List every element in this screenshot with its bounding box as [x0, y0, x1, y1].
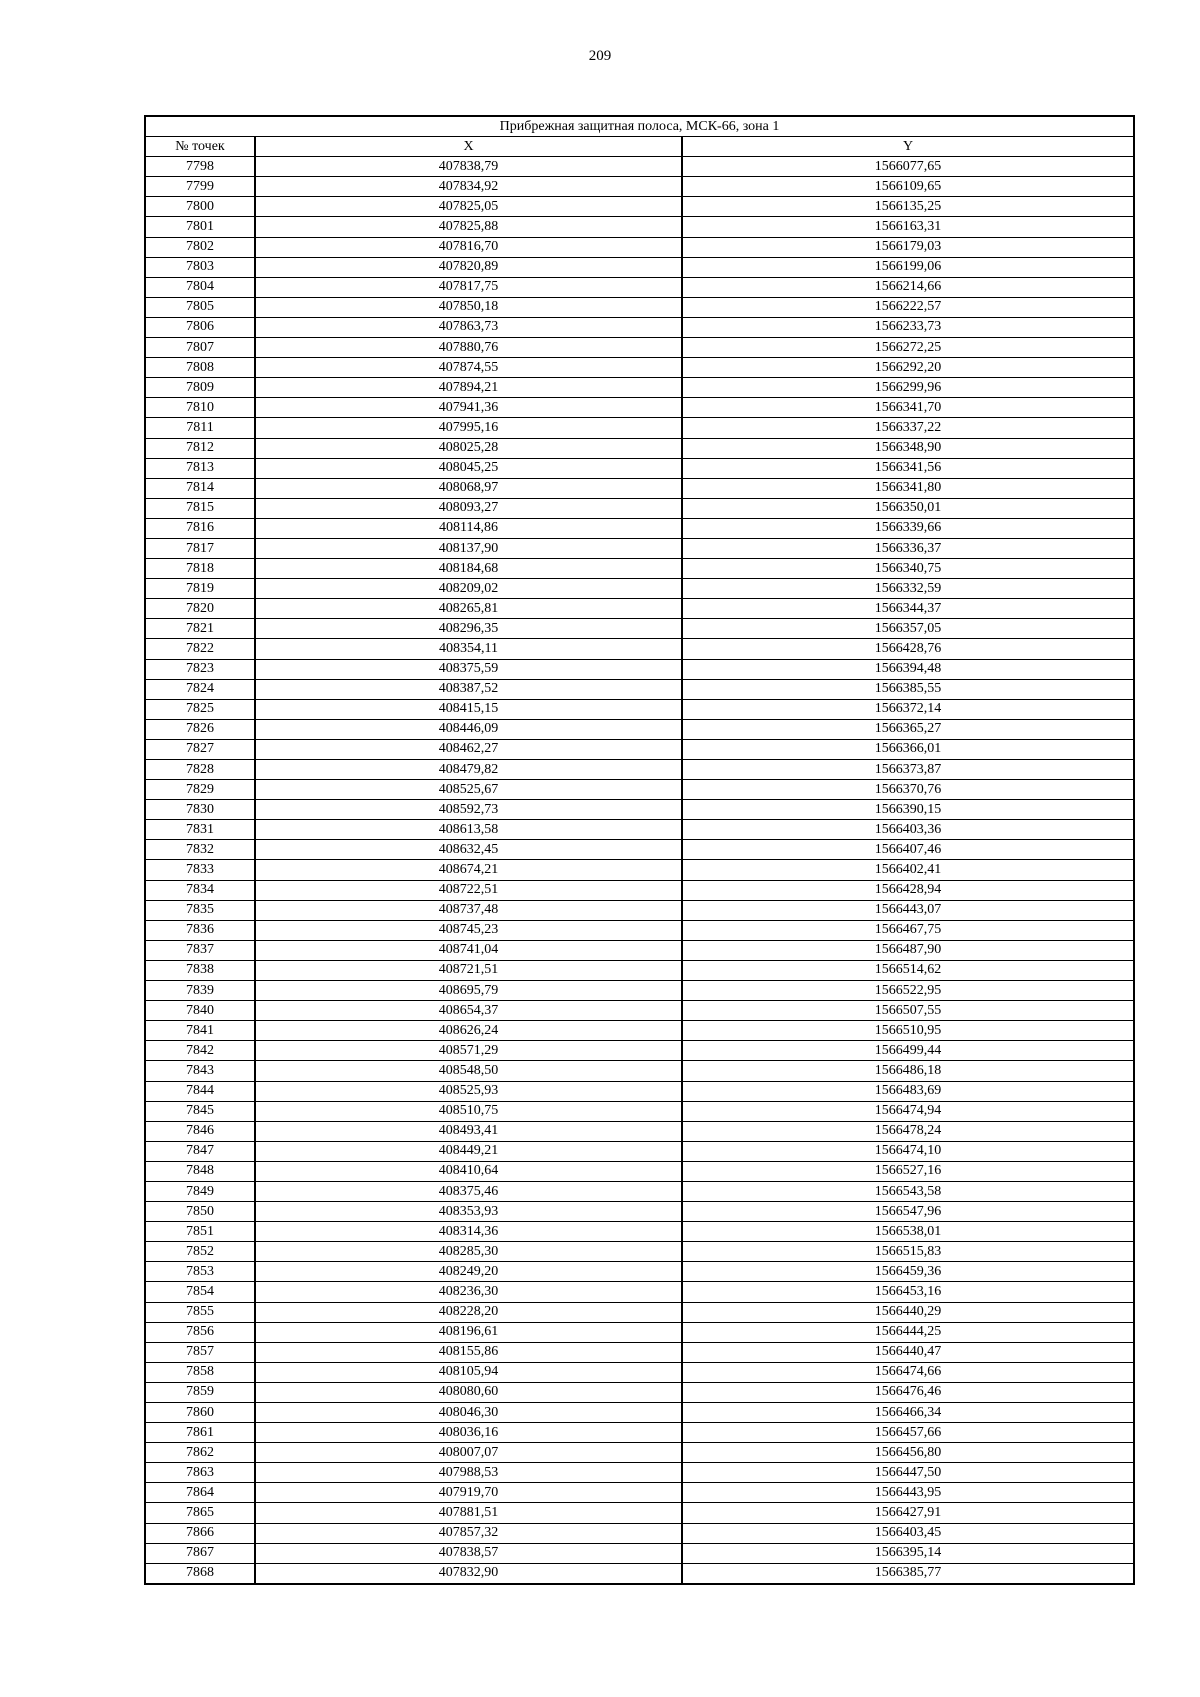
- table-row: [145, 880, 1134, 900]
- x-coordinate-cell: 408626,24: [255, 1021, 682, 1041]
- table-row: [145, 960, 1134, 980]
- x-coordinate-cell: 407919,70: [255, 1483, 682, 1503]
- table-row: [145, 1081, 1134, 1101]
- header-x: X: [255, 137, 682, 157]
- point-number-cell: 7822: [145, 639, 255, 659]
- point-number-cell: 7867: [145, 1543, 255, 1563]
- point-number-cell: 7801: [145, 217, 255, 237]
- y-coordinate-cell: 1566385,77: [682, 1563, 1134, 1584]
- y-coordinate-cell: 1566403,45: [682, 1523, 1134, 1543]
- point-number-cell: 7847: [145, 1141, 255, 1161]
- y-coordinate-cell: 1566366,01: [682, 739, 1134, 759]
- x-coordinate-cell: 408510,75: [255, 1101, 682, 1121]
- x-coordinate-cell: 407825,88: [255, 217, 682, 237]
- table-row: [145, 1061, 1134, 1081]
- table-row: [145, 197, 1134, 217]
- point-number-cell: 7825: [145, 699, 255, 719]
- x-coordinate-cell: 407820,89: [255, 257, 682, 277]
- table-header-row: [145, 137, 1134, 157]
- table-row: [145, 438, 1134, 458]
- table-row: [145, 257, 1134, 277]
- table-row: [145, 358, 1134, 378]
- x-coordinate-cell: 408721,51: [255, 960, 682, 980]
- x-coordinate-cell: 408449,21: [255, 1141, 682, 1161]
- table-row: [145, 297, 1134, 317]
- y-coordinate-cell: 1566487,90: [682, 940, 1134, 960]
- y-coordinate-cell: 1566199,06: [682, 257, 1134, 277]
- x-coordinate-cell: 408046,30: [255, 1403, 682, 1423]
- table-row: [145, 1463, 1134, 1483]
- x-coordinate-cell: 407834,92: [255, 177, 682, 197]
- y-coordinate-cell: 1566428,76: [682, 639, 1134, 659]
- table-caption: Прибрежная защитная полоса, МСК-66, зона 1: [145, 116, 1134, 137]
- y-coordinate-cell: 1566483,69: [682, 1081, 1134, 1101]
- point-number-cell: 7828: [145, 760, 255, 780]
- table-row: [145, 1262, 1134, 1282]
- y-coordinate-cell: 1566373,87: [682, 760, 1134, 780]
- table-row: [145, 378, 1134, 398]
- table-row: [145, 920, 1134, 940]
- y-coordinate-cell: 1566543,58: [682, 1181, 1134, 1201]
- point-number-cell: 7805: [145, 297, 255, 317]
- table-row: [145, 458, 1134, 478]
- x-coordinate-cell: 408236,30: [255, 1282, 682, 1302]
- x-coordinate-cell: 408007,07: [255, 1443, 682, 1463]
- x-coordinate-cell: 407988,53: [255, 1463, 682, 1483]
- y-coordinate-cell: 1566443,95: [682, 1483, 1134, 1503]
- point-number-cell: 7856: [145, 1322, 255, 1342]
- point-number-cell: 7864: [145, 1483, 255, 1503]
- table-row: [145, 217, 1134, 237]
- point-number-cell: 7862: [145, 1443, 255, 1463]
- point-number-cell: 7844: [145, 1081, 255, 1101]
- table-row: [145, 940, 1134, 960]
- header-point-number: № точек: [145, 137, 255, 157]
- table-row: [145, 760, 1134, 780]
- x-coordinate-cell: 407881,51: [255, 1503, 682, 1523]
- y-coordinate-cell: 1566077,65: [682, 157, 1134, 177]
- table-row: [145, 840, 1134, 860]
- y-coordinate-cell: 1566272,25: [682, 338, 1134, 358]
- x-coordinate-cell: 408632,45: [255, 840, 682, 860]
- x-coordinate-cell: 408137,90: [255, 538, 682, 558]
- table-row: [145, 820, 1134, 840]
- y-coordinate-cell: 1566109,65: [682, 177, 1134, 197]
- y-coordinate-cell: 1566407,46: [682, 840, 1134, 860]
- point-number-cell: 7819: [145, 579, 255, 599]
- y-coordinate-cell: 1566467,75: [682, 920, 1134, 940]
- y-coordinate-cell: 1566222,57: [682, 297, 1134, 317]
- y-coordinate-cell: 1566372,14: [682, 699, 1134, 719]
- table-row: [145, 1242, 1134, 1262]
- y-coordinate-cell: 1566350,01: [682, 498, 1134, 518]
- x-coordinate-cell: 407850,18: [255, 297, 682, 317]
- y-coordinate-cell: 1566457,66: [682, 1423, 1134, 1443]
- point-number-cell: 7838: [145, 960, 255, 980]
- x-coordinate-cell: 408209,02: [255, 579, 682, 599]
- point-number-cell: 7852: [145, 1242, 255, 1262]
- y-coordinate-cell: 1566340,75: [682, 559, 1134, 579]
- point-number-cell: 7814: [145, 478, 255, 498]
- y-coordinate-cell: 1566385,55: [682, 679, 1134, 699]
- point-number-cell: 7811: [145, 418, 255, 438]
- y-coordinate-cell: 1566339,66: [682, 518, 1134, 538]
- y-coordinate-cell: 1566447,50: [682, 1463, 1134, 1483]
- table-row: [145, 800, 1134, 820]
- table-row: [145, 317, 1134, 337]
- point-number-cell: 7809: [145, 378, 255, 398]
- y-coordinate-cell: 1566348,90: [682, 438, 1134, 458]
- x-coordinate-cell: 408446,09: [255, 719, 682, 739]
- point-number-cell: 7846: [145, 1121, 255, 1141]
- point-number-cell: 7848: [145, 1161, 255, 1181]
- table-row: [145, 1443, 1134, 1463]
- point-number-cell: 7826: [145, 719, 255, 739]
- table-row: [145, 639, 1134, 659]
- table-row: [145, 860, 1134, 880]
- x-coordinate-cell: 407832,90: [255, 1563, 682, 1584]
- x-coordinate-cell: 407995,16: [255, 418, 682, 438]
- x-coordinate-cell: 407941,36: [255, 398, 682, 418]
- y-coordinate-cell: 1566499,44: [682, 1041, 1134, 1061]
- x-coordinate-cell: 408375,46: [255, 1181, 682, 1201]
- x-coordinate-cell: 408592,73: [255, 800, 682, 820]
- point-number-cell: 7818: [145, 559, 255, 579]
- y-coordinate-cell: 1566486,18: [682, 1061, 1134, 1081]
- x-coordinate-cell: 408093,27: [255, 498, 682, 518]
- header-y: Y: [682, 137, 1134, 157]
- point-number-cell: 7854: [145, 1282, 255, 1302]
- table-row: [145, 1001, 1134, 1021]
- table-row: [145, 518, 1134, 538]
- table-row: [145, 1121, 1134, 1141]
- table-row: [145, 418, 1134, 438]
- y-coordinate-cell: 1566538,01: [682, 1222, 1134, 1242]
- y-coordinate-cell: 1566444,25: [682, 1322, 1134, 1342]
- x-coordinate-cell: 408375,59: [255, 659, 682, 679]
- point-number-cell: 7863: [145, 1463, 255, 1483]
- x-coordinate-cell: 407817,75: [255, 277, 682, 297]
- table-row: [145, 1202, 1134, 1222]
- table-row: [145, 739, 1134, 759]
- point-number-cell: 7823: [145, 659, 255, 679]
- point-number-cell: 7860: [145, 1403, 255, 1423]
- table-row: [145, 679, 1134, 699]
- y-coordinate-cell: 1566341,56: [682, 458, 1134, 478]
- x-coordinate-cell: 408571,29: [255, 1041, 682, 1061]
- point-number-cell: 7839: [145, 981, 255, 1001]
- point-number-cell: 7832: [145, 840, 255, 860]
- x-coordinate-cell: 408462,27: [255, 739, 682, 759]
- point-number-cell: 7803: [145, 257, 255, 277]
- x-coordinate-cell: 407838,79: [255, 157, 682, 177]
- y-coordinate-cell: 1566522,95: [682, 981, 1134, 1001]
- x-coordinate-cell: 407894,21: [255, 378, 682, 398]
- y-coordinate-cell: 1566428,94: [682, 880, 1134, 900]
- y-coordinate-cell: 1566466,34: [682, 1403, 1134, 1423]
- point-number-cell: 7835: [145, 900, 255, 920]
- point-number-cell: 7802: [145, 237, 255, 257]
- y-coordinate-cell: 1566527,16: [682, 1161, 1134, 1181]
- table-row: [145, 981, 1134, 1001]
- point-number-cell: 7799: [145, 177, 255, 197]
- table-row: [145, 1222, 1134, 1242]
- table-body: [145, 157, 1134, 1584]
- table-row: [145, 177, 1134, 197]
- x-coordinate-cell: 408228,20: [255, 1302, 682, 1322]
- y-coordinate-cell: 1566370,76: [682, 780, 1134, 800]
- y-coordinate-cell: 1566135,25: [682, 197, 1134, 217]
- x-coordinate-cell: 408745,23: [255, 920, 682, 940]
- x-coordinate-cell: 408296,35: [255, 619, 682, 639]
- point-number-cell: 7820: [145, 599, 255, 619]
- point-number-cell: 7849: [145, 1181, 255, 1201]
- x-coordinate-cell: 407874,55: [255, 358, 682, 378]
- table-row: [145, 619, 1134, 639]
- point-number-cell: 7804: [145, 277, 255, 297]
- x-coordinate-cell: 408410,64: [255, 1161, 682, 1181]
- x-coordinate-cell: 408080,60: [255, 1382, 682, 1402]
- x-coordinate-cell: 408525,93: [255, 1081, 682, 1101]
- x-coordinate-cell: 408105,94: [255, 1362, 682, 1382]
- y-coordinate-cell: 1566357,05: [682, 619, 1134, 639]
- x-coordinate-cell: 408249,20: [255, 1262, 682, 1282]
- point-number-cell: 7853: [145, 1262, 255, 1282]
- x-coordinate-cell: 408525,67: [255, 780, 682, 800]
- table-row: [145, 1101, 1134, 1121]
- table-row: [145, 1161, 1134, 1181]
- point-number-cell: 7833: [145, 860, 255, 880]
- table-row: [145, 1543, 1134, 1563]
- point-number-cell: 7840: [145, 1001, 255, 1021]
- y-coordinate-cell: 1566341,70: [682, 398, 1134, 418]
- table-row: [145, 719, 1134, 739]
- point-number-cell: 7841: [145, 1021, 255, 1041]
- x-coordinate-cell: 408045,25: [255, 458, 682, 478]
- y-coordinate-cell: 1566507,55: [682, 1001, 1134, 1021]
- x-coordinate-cell: 408722,51: [255, 880, 682, 900]
- y-coordinate-cell: 1566547,96: [682, 1202, 1134, 1222]
- y-coordinate-cell: 1566394,48: [682, 659, 1134, 679]
- x-coordinate-cell: 408155,86: [255, 1342, 682, 1362]
- table-row: [145, 1302, 1134, 1322]
- table-row: [145, 1423, 1134, 1443]
- y-coordinate-cell: 1566336,37: [682, 538, 1134, 558]
- x-coordinate-cell: 408314,36: [255, 1222, 682, 1242]
- x-coordinate-cell: 408353,93: [255, 1202, 682, 1222]
- point-number-cell: 7865: [145, 1503, 255, 1523]
- table-row: [145, 1523, 1134, 1543]
- x-coordinate-cell: 408737,48: [255, 900, 682, 920]
- table-row: [145, 498, 1134, 518]
- point-number-cell: 7821: [145, 619, 255, 639]
- table-row: [145, 1342, 1134, 1362]
- x-coordinate-cell: 408196,61: [255, 1322, 682, 1342]
- point-number-cell: 7861: [145, 1423, 255, 1443]
- table-row: [145, 157, 1134, 177]
- point-number-cell: 7807: [145, 338, 255, 358]
- point-number-cell: 7808: [145, 358, 255, 378]
- table-row: [145, 398, 1134, 418]
- point-number-cell: 7843: [145, 1061, 255, 1081]
- point-number-cell: 7824: [145, 679, 255, 699]
- y-coordinate-cell: 1566474,94: [682, 1101, 1134, 1121]
- table-row: [145, 1322, 1134, 1342]
- point-number-cell: 7831: [145, 820, 255, 840]
- y-coordinate-cell: 1566427,91: [682, 1503, 1134, 1523]
- y-coordinate-cell: 1566440,29: [682, 1302, 1134, 1322]
- table-row: [145, 277, 1134, 297]
- table-row: [145, 599, 1134, 619]
- point-number-cell: 7850: [145, 1202, 255, 1222]
- x-coordinate-cell: 408184,68: [255, 559, 682, 579]
- table-row: [145, 1362, 1134, 1382]
- x-coordinate-cell: 408036,16: [255, 1423, 682, 1443]
- table-row: [145, 1282, 1134, 1302]
- point-number-cell: 7858: [145, 1362, 255, 1382]
- y-coordinate-cell: 1566474,66: [682, 1362, 1134, 1382]
- coordinates-table: [144, 115, 1135, 1585]
- y-coordinate-cell: 1566344,37: [682, 599, 1134, 619]
- point-number-cell: 7812: [145, 438, 255, 458]
- x-coordinate-cell: 408068,97: [255, 478, 682, 498]
- table-row: [145, 1181, 1134, 1201]
- point-number-cell: 7813: [145, 458, 255, 478]
- point-number-cell: 7829: [145, 780, 255, 800]
- x-coordinate-cell: 408548,50: [255, 1061, 682, 1081]
- point-number-cell: 7806: [145, 317, 255, 337]
- x-coordinate-cell: 408674,21: [255, 860, 682, 880]
- table-row: [145, 1403, 1134, 1423]
- x-coordinate-cell: 408025,28: [255, 438, 682, 458]
- point-number-cell: 7816: [145, 518, 255, 538]
- y-coordinate-cell: 1566163,31: [682, 217, 1134, 237]
- y-coordinate-cell: 1566390,15: [682, 800, 1134, 820]
- point-number-cell: 7866: [145, 1523, 255, 1543]
- point-number-cell: 7868: [145, 1563, 255, 1584]
- y-coordinate-cell: 1566292,20: [682, 358, 1134, 378]
- x-coordinate-cell: 408479,82: [255, 760, 682, 780]
- table-row: [145, 1563, 1134, 1584]
- x-coordinate-cell: 408741,04: [255, 940, 682, 960]
- y-coordinate-cell: 1566395,14: [682, 1543, 1134, 1563]
- y-coordinate-cell: 1566403,36: [682, 820, 1134, 840]
- x-coordinate-cell: 408695,79: [255, 981, 682, 1001]
- y-coordinate-cell: 1566440,47: [682, 1342, 1134, 1362]
- page-number: 209: [588, 48, 612, 64]
- y-coordinate-cell: 1566474,10: [682, 1141, 1134, 1161]
- point-number-cell: 7836: [145, 920, 255, 940]
- table-row: [145, 538, 1134, 558]
- point-number-cell: 7817: [145, 538, 255, 558]
- point-number-cell: 7851: [145, 1222, 255, 1242]
- table-row: [145, 478, 1134, 498]
- x-coordinate-cell: 407816,70: [255, 237, 682, 257]
- y-coordinate-cell: 1566476,46: [682, 1382, 1134, 1402]
- point-number-cell: 7830: [145, 800, 255, 820]
- x-coordinate-cell: 407863,73: [255, 317, 682, 337]
- y-coordinate-cell: 1566443,07: [682, 900, 1134, 920]
- y-coordinate-cell: 1566337,22: [682, 418, 1134, 438]
- y-coordinate-cell: 1566341,80: [682, 478, 1134, 498]
- point-number-cell: 7834: [145, 880, 255, 900]
- point-number-cell: 7845: [145, 1101, 255, 1121]
- x-coordinate-cell: 408493,41: [255, 1121, 682, 1141]
- x-coordinate-cell: 408265,81: [255, 599, 682, 619]
- point-number-cell: 7855: [145, 1302, 255, 1322]
- table-row: [145, 579, 1134, 599]
- table-row: [145, 780, 1134, 800]
- point-number-cell: 7857: [145, 1342, 255, 1362]
- table-row: [145, 1041, 1134, 1061]
- y-coordinate-cell: 1566453,16: [682, 1282, 1134, 1302]
- y-coordinate-cell: 1566402,41: [682, 860, 1134, 880]
- table-row: [145, 659, 1134, 679]
- x-coordinate-cell: 407880,76: [255, 338, 682, 358]
- x-coordinate-cell: 407857,32: [255, 1523, 682, 1543]
- table-row: [145, 559, 1134, 579]
- table-row: [145, 237, 1134, 257]
- table-row: [145, 1382, 1134, 1402]
- y-coordinate-cell: 1566510,95: [682, 1021, 1134, 1041]
- x-coordinate-cell: 408114,86: [255, 518, 682, 538]
- point-number-cell: 7810: [145, 398, 255, 418]
- y-coordinate-cell: 1566514,62: [682, 960, 1134, 980]
- y-coordinate-cell: 1566233,73: [682, 317, 1134, 337]
- x-coordinate-cell: 408285,30: [255, 1242, 682, 1262]
- x-coordinate-cell: 408613,58: [255, 820, 682, 840]
- table-row: [145, 699, 1134, 719]
- point-number-cell: 7815: [145, 498, 255, 518]
- point-number-cell: 7800: [145, 197, 255, 217]
- table-caption-row: [145, 116, 1134, 137]
- point-number-cell: 7827: [145, 739, 255, 759]
- point-number-cell: 7837: [145, 940, 255, 960]
- y-coordinate-cell: 1566365,27: [682, 719, 1134, 739]
- y-coordinate-cell: 1566179,03: [682, 237, 1134, 257]
- y-coordinate-cell: 1566332,59: [682, 579, 1134, 599]
- point-number-cell: 7842: [145, 1041, 255, 1061]
- table-row: [145, 1483, 1134, 1503]
- table-row: [145, 338, 1134, 358]
- x-coordinate-cell: 407825,05: [255, 197, 682, 217]
- point-number-cell: 7798: [145, 157, 255, 177]
- y-coordinate-cell: 1566515,83: [682, 1242, 1134, 1262]
- y-coordinate-cell: 1566459,36: [682, 1262, 1134, 1282]
- y-coordinate-cell: 1566456,80: [682, 1443, 1134, 1463]
- x-coordinate-cell: 407838,57: [255, 1543, 682, 1563]
- table-row: [145, 1503, 1134, 1523]
- x-coordinate-cell: 408415,15: [255, 699, 682, 719]
- x-coordinate-cell: 408654,37: [255, 1001, 682, 1021]
- table-row: [145, 900, 1134, 920]
- point-number-cell: 7859: [145, 1382, 255, 1402]
- table-row: [145, 1141, 1134, 1161]
- x-coordinate-cell: 408387,52: [255, 679, 682, 699]
- y-coordinate-cell: 1566299,96: [682, 378, 1134, 398]
- table-row: [145, 1021, 1134, 1041]
- x-coordinate-cell: 408354,11: [255, 639, 682, 659]
- y-coordinate-cell: 1566478,24: [682, 1121, 1134, 1141]
- y-coordinate-cell: 1566214,66: [682, 277, 1134, 297]
